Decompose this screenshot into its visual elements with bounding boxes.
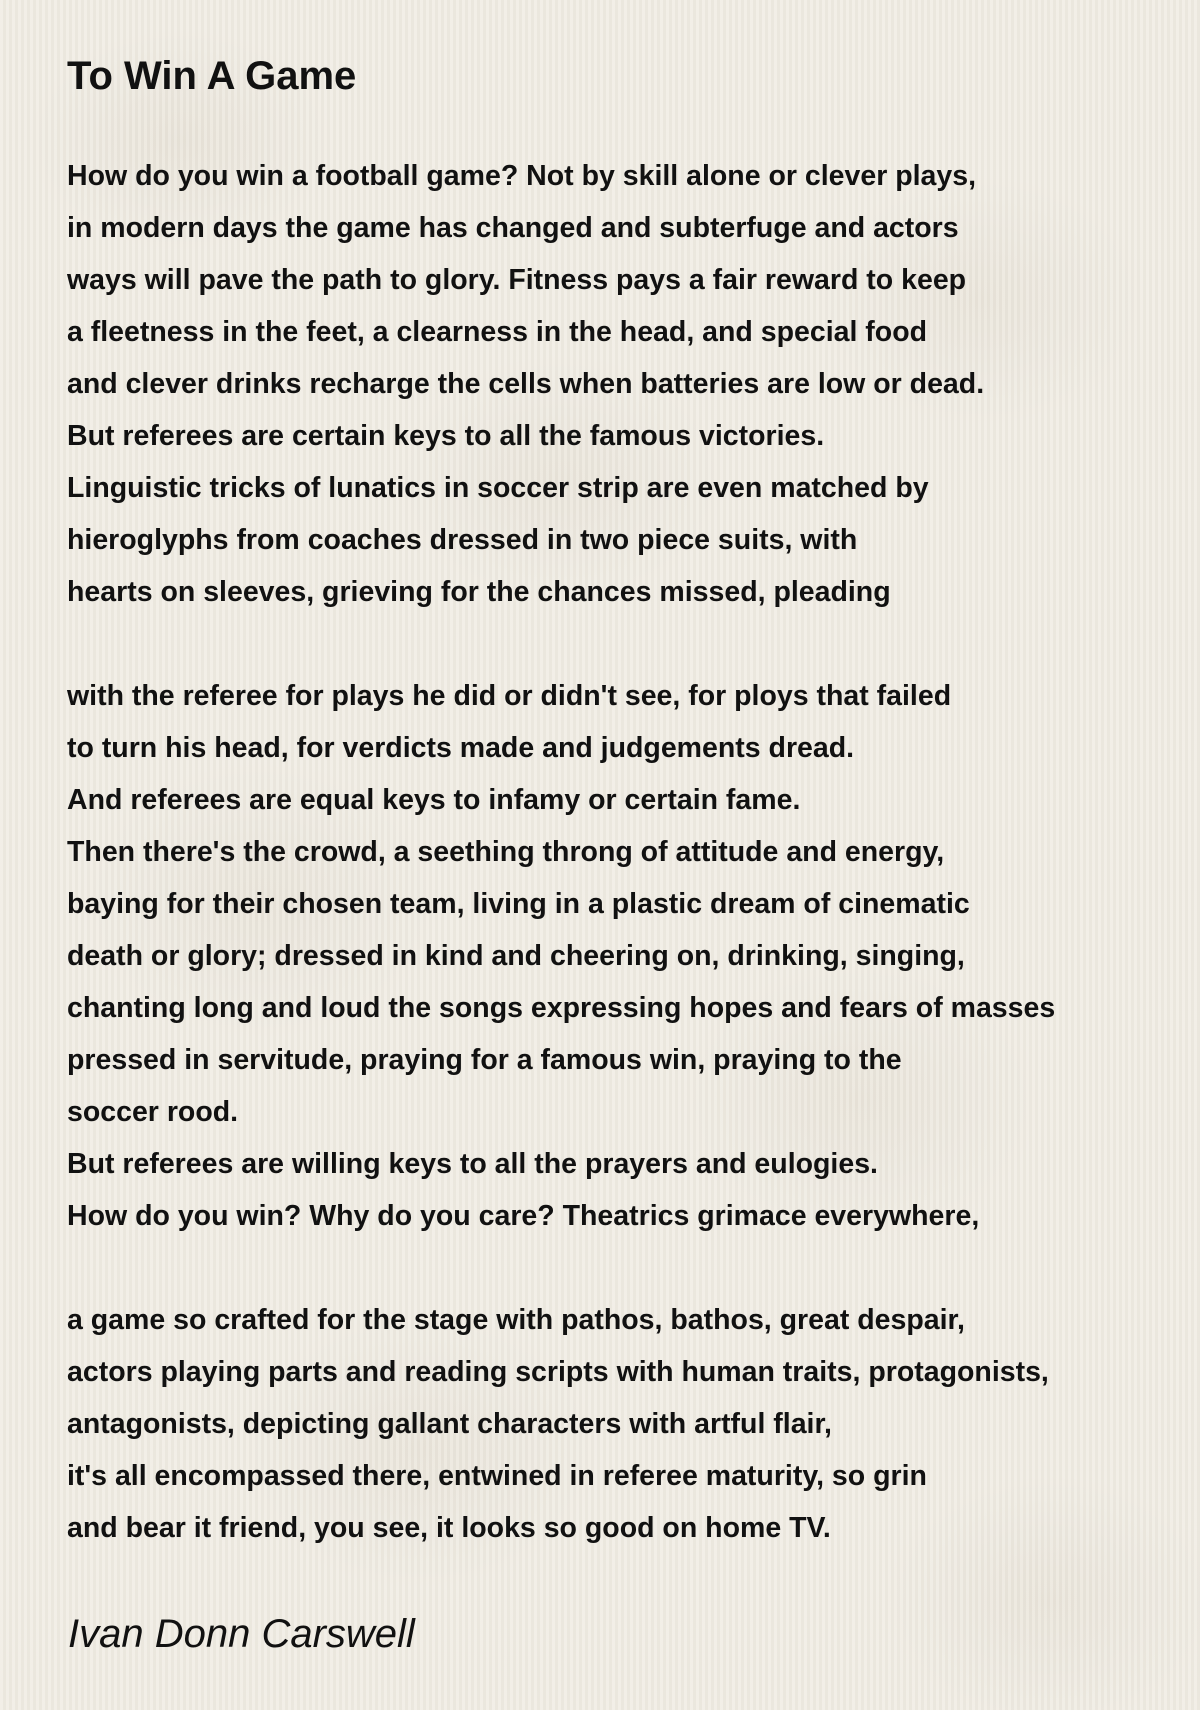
poem-line: actors playing parts and reading scripts with human traits, protagonists,	[67, 1356, 1049, 1388]
stanza-break	[67, 1242, 1200, 1294]
poem-line: But referees are willing keys to all the prayers and eulogies.	[67, 1148, 878, 1180]
poem-line: death or glory; dressed in kind and cheering on, drinking, singing,	[67, 940, 965, 972]
poem-line: ways will pave the path to glory. Fitness pays a fair reward to keep	[67, 264, 967, 296]
poem-line: antagonists, depicting gallant characters with artful flair,	[67, 1408, 832, 1440]
poem-title: To Win A Game	[67, 54, 357, 98]
poem-line: hearts on sleeves, grieving for the chances missed, pleading	[67, 576, 891, 608]
poem-line: baying for their chosen team, living in a plastic dream of cinematic	[67, 888, 970, 920]
poem-line: Linguistic tricks of lunatics in soccer strip are even matched by	[67, 472, 929, 504]
poem-line: soccer rood.	[67, 1096, 239, 1128]
poem-line: But referees are certain keys to all the famous victories.	[67, 420, 825, 452]
poem-line: pressed in servitude, praying for a famous win, praying to the	[67, 1044, 902, 1076]
poem-line: it's all encompassed there, entwined in referee maturity, so grin	[67, 1460, 927, 1492]
poem-body	[67, 150, 1200, 1554]
poem-line: a fleetness in the feet, a clearness in the head, and special food	[67, 316, 928, 348]
stanza-break	[67, 618, 1200, 670]
poem-author: Ivan Donn Carswell	[68, 1612, 415, 1656]
poem-line: in modern days the game has changed and subterfuge and actors	[67, 212, 959, 244]
poem-line: a game so crafted for the stage with pathos, bathos, great despair,	[67, 1304, 965, 1336]
poem-line: How do you win? Why do you care? Theatrics grimace everywhere,	[67, 1200, 980, 1232]
poem-line: Then there's the crowd, a seething throng of attitude and energy,	[67, 836, 945, 868]
poem-line: to turn his head, for verdicts made and judgements dread.	[67, 732, 855, 764]
poem-line: and bear it friend, you see, it looks so good on home TV.	[67, 1512, 831, 1544]
poem-line: with the referee for plays he did or didn't see, for ploys that failed	[67, 680, 952, 712]
poem-line: chanting long and loud the songs expressing hopes and fears of masses	[67, 992, 1056, 1024]
poem-line: and clever drinks recharge the cells when batteries are low or dead.	[67, 368, 985, 400]
poem-line: How do you win a football game? Not by skill alone or clever plays,	[67, 160, 977, 192]
poem-line: hieroglyphs from coaches dressed in two piece suits, with	[67, 524, 858, 556]
poem-line: And referees are equal keys to infamy or certain fame.	[67, 784, 801, 816]
